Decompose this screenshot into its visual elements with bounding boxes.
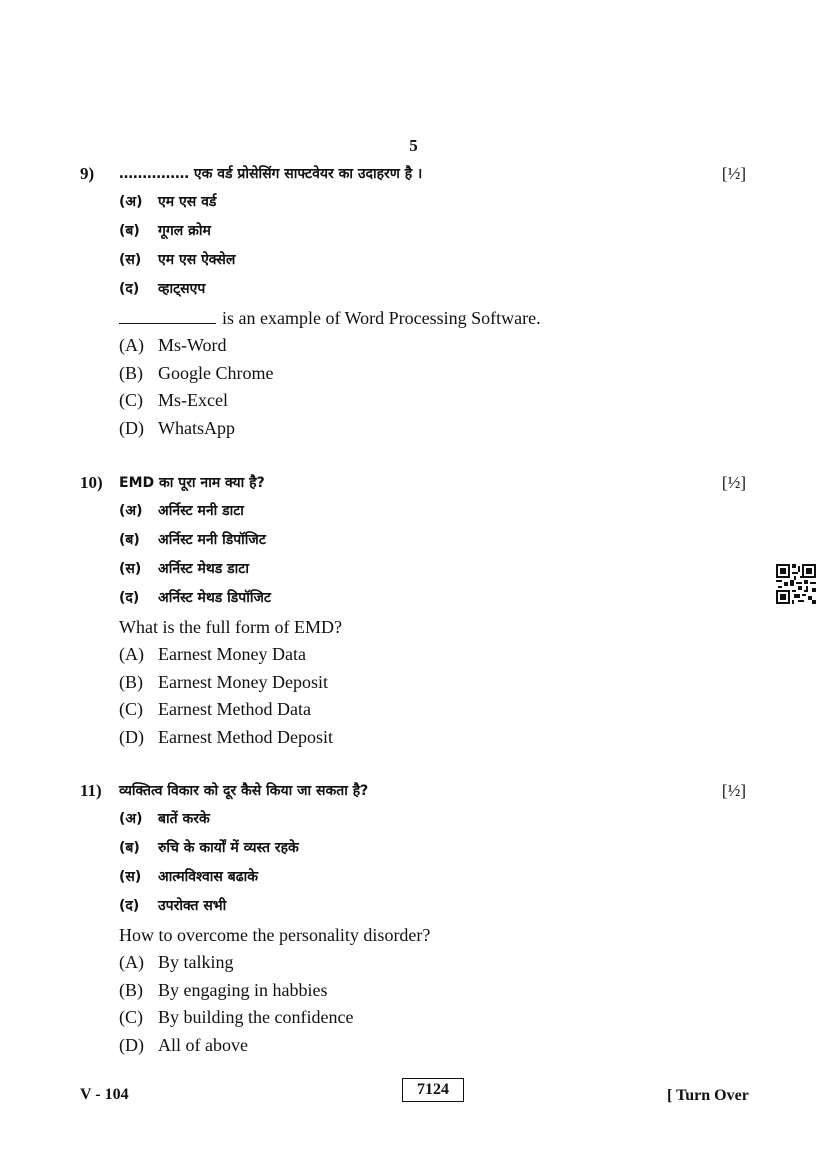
question-number: 9) — [80, 164, 95, 183]
option-text: अर्निस्ट मनी डाटा — [158, 503, 244, 519]
option-label: (अ) — [119, 811, 143, 827]
option-label: (A) — [119, 952, 144, 972]
question-text-hindi: EMD का पूरा नाम क्या है? — [119, 475, 265, 491]
question-9 — [80, 160, 750, 442]
question-number: 11) — [80, 781, 102, 800]
option-text: By engaging in habbies — [158, 979, 328, 1000]
option-label: (D) — [119, 417, 144, 438]
option-english — [119, 360, 750, 388]
question-header — [80, 469, 750, 497]
option-text: अर्निस्ट मेथड डाटा — [158, 561, 249, 577]
option-hindi — [119, 497, 750, 526]
question-marks: [½] — [721, 164, 746, 183]
question-header — [80, 777, 750, 805]
question-10 — [80, 469, 750, 751]
option-text: अर्निस्ट मेथड डिपॉजिट — [158, 590, 271, 606]
option-label: (स) — [119, 252, 142, 268]
question-marks: [½] — [721, 781, 746, 800]
option-hindi — [119, 863, 750, 892]
question-text-english: How to overcome the personality disorder? — [119, 925, 431, 945]
series-code: V - 104 — [80, 1086, 129, 1103]
option-hindi — [119, 526, 750, 555]
option-hindi — [119, 188, 750, 217]
option-label: (C) — [119, 699, 143, 719]
question-text-hindi: व्यक्तित्व विकार को दूर कैसे किया जा सकता है? — [119, 783, 369, 799]
option-label: (C) — [119, 390, 143, 410]
option-text: By building the confidence — [158, 1007, 354, 1027]
question-marks: [½] — [721, 473, 746, 492]
option-english — [119, 669, 750, 697]
option-text: Ms-Excel — [158, 390, 228, 410]
option-text: All of above — [158, 1034, 248, 1055]
option-hindi — [119, 275, 750, 304]
fill-in-blank-line — [119, 309, 216, 324]
option-text: By talking — [158, 952, 234, 972]
option-text: एम एस ऐक्सेल — [158, 252, 236, 268]
option-label: (A) — [119, 644, 144, 664]
option-hindi — [119, 246, 750, 275]
option-label: (B) — [119, 671, 143, 692]
option-label: (द) — [119, 590, 140, 606]
option-label: (A) — [119, 335, 144, 355]
turn-over-note: [ Turn Over — [667, 1087, 749, 1104]
qr-code-icon — [776, 564, 816, 604]
option-hindi — [119, 217, 750, 246]
option-label: (B) — [119, 979, 143, 1000]
option-label: (स) — [119, 561, 142, 577]
option-english — [119, 415, 750, 443]
option-label: (ब) — [119, 840, 140, 856]
option-hindi — [119, 892, 750, 921]
option-label: (C) — [119, 1007, 143, 1027]
option-english — [119, 724, 750, 752]
option-hindi — [119, 805, 750, 834]
option-text: बातें करके — [158, 811, 210, 827]
option-text: Earnest Method Data — [158, 699, 311, 719]
option-text: Ms-Word — [158, 335, 227, 355]
question-number: 10) — [80, 473, 103, 492]
option-label: (द) — [119, 898, 140, 914]
option-text: गूगल क्रोम — [158, 223, 211, 239]
question-text-hindi: …………… एक वर्ड प्रोसेसिंग साफ्टवेयर का उदाहरण है । — [119, 166, 423, 182]
option-english — [119, 1004, 750, 1032]
option-text: WhatsApp — [158, 417, 235, 438]
option-label: (ब) — [119, 223, 140, 239]
option-text: आत्मविश्वास बढाके — [158, 869, 258, 885]
option-text: Earnest Money Deposit — [158, 671, 328, 692]
option-label: (B) — [119, 362, 143, 383]
page-number: 5 — [409, 136, 418, 155]
question-text-english: What is the full form of EMD? — [119, 617, 342, 637]
question-11 — [80, 777, 750, 1059]
option-hindi — [119, 555, 750, 584]
option-label: (द) — [119, 281, 140, 297]
question-text-english-label: is an example of Word Processing Software. — [222, 308, 541, 328]
option-label: (D) — [119, 726, 144, 747]
paper-code: 7124 — [402, 1078, 464, 1102]
option-english — [119, 332, 750, 360]
option-english — [119, 696, 750, 724]
option-label: (D) — [119, 1034, 144, 1055]
option-text: उपरोक्त सभी — [158, 898, 227, 914]
option-english — [119, 1032, 750, 1060]
option-label: (ब) — [119, 532, 140, 548]
question-text-english — [119, 304, 750, 332]
option-hindi — [119, 584, 750, 613]
option-label: (स) — [119, 869, 142, 885]
option-text: अर्निस्ट मनी डिपॉजिट — [158, 532, 266, 548]
option-hindi — [119, 834, 750, 863]
option-english — [119, 949, 750, 977]
option-english — [119, 977, 750, 1005]
question-header — [80, 160, 750, 188]
option-text: रुचि के कार्यों में व्यस्त रहके — [158, 840, 299, 856]
option-text: एम एस वर्ड — [158, 194, 217, 210]
option-text: Google Chrome — [158, 362, 274, 383]
option-text: Earnest Method Deposit — [158, 726, 333, 747]
option-english — [119, 387, 750, 415]
option-label: (अ) — [119, 194, 143, 210]
option-text: Earnest Money Data — [158, 644, 306, 664]
option-english — [119, 641, 750, 669]
option-text: व्हाट्सएप — [158, 281, 206, 297]
option-label: (अ) — [119, 503, 143, 519]
